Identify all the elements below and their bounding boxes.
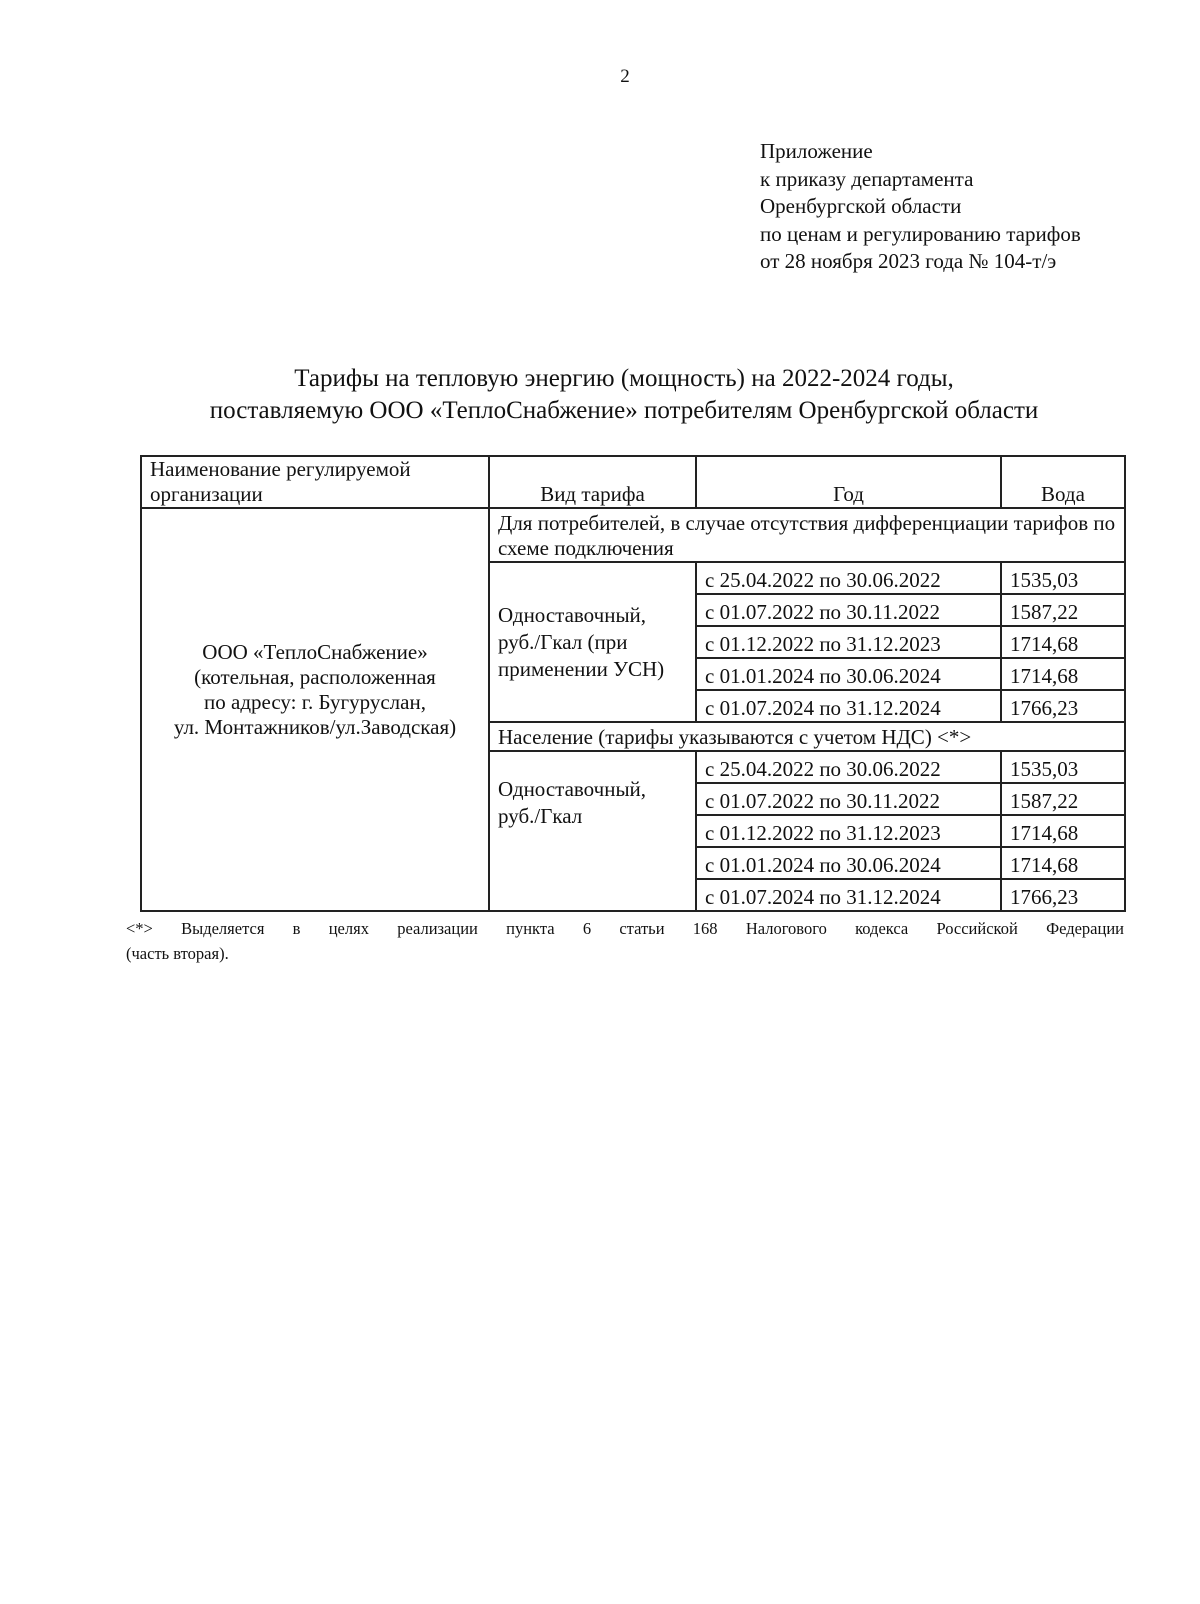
- appendix-line: по ценам и регулированию тарифов: [760, 221, 1081, 246]
- appendix-line: к приказу департамента: [760, 166, 974, 191]
- document-title: [120, 363, 1128, 427]
- header-value: Вода: [1001, 456, 1125, 508]
- value-cell: 1535,03: [1001, 562, 1125, 594]
- period-cell: с 01.07.2022 по 30.11.2022: [696, 783, 1001, 815]
- period-cell: с 01.12.2022 по 31.12.2023: [696, 815, 1001, 847]
- footnote-continuation: (часть вторая).: [126, 944, 229, 963]
- value-cell: 1766,23: [1001, 690, 1125, 722]
- tariff-type-cell: Одноставочный, руб./Гкал: [489, 751, 696, 911]
- organization-line: ул. Монтажников/ул.Заводская): [173, 714, 457, 739]
- title-line: Тарифы на тепловую энергию (мощность) на 2022-2024 годы,: [294, 365, 954, 392]
- value-cell: 1714,68: [1001, 815, 1125, 847]
- footnote: <*> Выделяется в целях реализации пункта 6 статьи 168 Налогового кодекса Российской Федерации: [126, 919, 1124, 938]
- organization-line: (котельная, расположенная: [194, 664, 436, 689]
- value-cell: 1714,68: [1001, 626, 1125, 658]
- header-tariff-type: Вид тарифа: [489, 456, 696, 508]
- period-cell: с 01.07.2024 по 31.12.2024: [696, 690, 1001, 722]
- header-year: Год: [696, 456, 1001, 508]
- period-cell: с 25.04.2022 по 30.06.2022: [696, 562, 1001, 594]
- group-title: Население (тарифы указываются с учетом НДС) <*>: [489, 722, 1125, 751]
- period-cell: с 01.01.2024 по 30.06.2024: [696, 658, 1001, 690]
- table-header-row: [141, 456, 1125, 508]
- period-cell: с 01.01.2024 по 30.06.2024: [696, 847, 1001, 879]
- organization-line: по адресу: г. Бугуруслан,: [204, 689, 426, 714]
- organization-line: ООО «ТеплоСнабжение»: [202, 639, 428, 664]
- value-cell: 1766,23: [1001, 879, 1125, 911]
- value-cell: 1535,03: [1001, 751, 1125, 783]
- value-cell: 1587,22: [1001, 783, 1125, 815]
- group-title-row: [141, 508, 1125, 562]
- title-line: поставляемую ООО «ТеплоСнабжение» потребителям Оренбургской области: [209, 397, 1039, 424]
- appendix-line: Приложение: [760, 139, 873, 163]
- value-cell: 1714,68: [1001, 658, 1125, 690]
- period-cell: с 01.07.2024 по 31.12.2024: [696, 879, 1001, 911]
- period-cell: с 01.12.2022 по 31.12.2023: [696, 626, 1001, 658]
- group-title: Для потребителей, в случае отсутствия дифференциации тарифов по схеме подключения: [489, 508, 1125, 562]
- page-number: 2: [620, 66, 630, 87]
- header-organization: Наименование регулируемой организации: [141, 456, 489, 508]
- period-cell: с 25.04.2022 по 30.06.2022: [696, 751, 1001, 783]
- value-cell: 1587,22: [1001, 594, 1125, 626]
- tariff-table: [140, 455, 1126, 912]
- appendix-line: от 28 ноября 2023 года № 104-т/э: [760, 249, 1057, 273]
- organization-cell: [141, 508, 489, 911]
- tariff-type-cell: Одноставочный, руб./Гкал (при применении УСН): [489, 562, 696, 722]
- appendix-block: [760, 138, 1081, 276]
- value-cell: 1714,68: [1001, 847, 1125, 879]
- appendix-line: Оренбургской области: [760, 194, 962, 218]
- period-cell: с 01.07.2022 по 30.11.2022: [696, 594, 1001, 626]
